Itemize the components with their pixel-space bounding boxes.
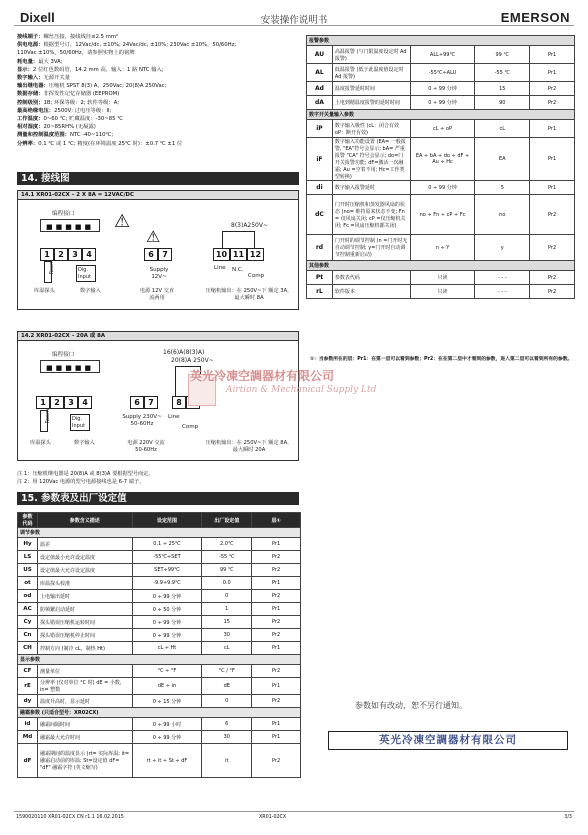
param-level: Pr1 (252, 577, 301, 590)
supply-label: Supply 12V~ (149, 267, 169, 280)
terminal-8b: 8 (172, 396, 186, 409)
spec-label: 测量和控制温度范围： (17, 132, 70, 139)
param-range: rt ÷ it ÷ St ÷ dF (132, 744, 202, 778)
room-label: Room (48, 260, 55, 275)
terminal-3b: 3 (64, 396, 78, 409)
table-row (18, 564, 301, 577)
param-code: dy (18, 695, 38, 708)
param-range: 0 ÷ 99 分钟 (132, 616, 202, 629)
table-row (307, 82, 575, 96)
table-row (18, 603, 301, 616)
param-level: Pr1 (530, 181, 575, 195)
programming-port-label-2: 编程接口 (52, 352, 75, 358)
line-label: Line (214, 265, 226, 271)
page-footer (14, 811, 574, 821)
param-code: AC (18, 603, 38, 616)
param-description: 控制方向 (制冷 cL，制热 Ht) (37, 642, 132, 655)
param-code: di (307, 181, 333, 195)
nc-label: N.C. (232, 267, 244, 273)
param-default: cL (202, 642, 252, 655)
param-default: 5 (475, 181, 530, 195)
spec-value: 0.1 ℃ 或 1 ℃; 精度(在环境温度 25℃ 时)：±0.7 ℃ ±1 位 (38, 140, 183, 147)
wiring-diagram-1-title: 14.1 XR01-02CX – 2 X 8A = 12VAC/DC (18, 191, 298, 200)
terminal-6b: 6 (130, 396, 144, 409)
room-label-2: Room (44, 409, 51, 424)
param-level: Pr2 (530, 271, 575, 285)
param-description: 温度升高时，显示延时 (37, 695, 132, 708)
param-level: Pr2 (252, 629, 301, 642)
spec-line (17, 33, 302, 41)
table-row (18, 678, 301, 695)
param-default: 90 (475, 96, 530, 110)
supply-label-2: Supply 230V~ 50-60Hz (122, 414, 162, 427)
change-notice: 参数如有改动，恕不另行通知。 (355, 701, 467, 710)
spec-value: 110Vac ±10%，50/60Hz，请参照实物上的铭牌 (17, 50, 135, 57)
table-row (18, 744, 301, 778)
param-level: Pr1 (530, 120, 575, 138)
terminal-1b: 1 (36, 396, 50, 409)
param-description: 设定值最小允许设定温度 (37, 551, 132, 564)
param-code: iP (307, 120, 333, 138)
caption-power-2: 电源 220V 交流 50-60Hz (127, 440, 165, 453)
param-default: no (475, 195, 530, 235)
spec-label: 最高绝缘电压： (17, 107, 55, 114)
param-level: Pr1 (252, 678, 301, 695)
group-label: 显示参数 (18, 655, 301, 665)
param-default: 99 ℃ (202, 564, 252, 577)
spec-value: 非挥发性记忆存储器 (EEPROM) (43, 91, 120, 98)
param-default: 15 (202, 616, 252, 629)
param-description: 库温探头校准 (37, 577, 132, 590)
dig-input-label: Dig. Input (76, 265, 96, 282)
param-range: 只读 (410, 271, 475, 285)
param-description: 数字输入功能设置 (EA= 一般报警, "EA"符号会显示; bA= 严重报警 "CA" 符号会显示; do=门开关报警功能; dF=激活一次融霜; Au =空着不用; Hc=工作类型转换) (332, 138, 410, 181)
param-range: n ÷ Y (410, 235, 475, 261)
emerson-logo: EMERSON (500, 10, 570, 25)
spec-label: 供电电源： (17, 42, 44, 49)
terminal-12: 12 (247, 248, 264, 261)
param-range: °C ÷ °F (132, 665, 202, 678)
programming-port-2: ■■■■■ (40, 360, 100, 373)
spec-line (17, 74, 302, 82)
line-label-2: Line (168, 414, 180, 420)
relay-contact (222, 231, 255, 248)
table-row (307, 46, 575, 64)
terminal-2b: 2 (50, 396, 64, 409)
param-range: 0 ÷ 99 小时 (132, 718, 202, 731)
param-default: dE (202, 678, 252, 695)
footer-model: XR01-02CX (259, 815, 287, 820)
caption-room-probe: 库温探头 (34, 288, 55, 294)
spec-value: 2500V; 过电压等级：II; (54, 107, 112, 114)
footer-doc-code: 1590020110 XR01-02CX CN r1.1 16.02.2015 (16, 815, 124, 820)
param-default: 30 (202, 629, 252, 642)
table-group-header (18, 528, 301, 538)
dixell-logo: Dixell (20, 10, 55, 25)
param-section-title: 15. 参数表及出厂设定值 (17, 492, 299, 505)
spec-value: NTC -40~110℃; (69, 132, 114, 139)
param-code: dF (18, 744, 38, 778)
level-footnote: ①：当参数所在的层：Pr1：在第一层可以看到参数；Pr2：在在第二层中才看到的参数，进入第二层可以看到所有的参数。 (310, 357, 573, 362)
warning-icon: ⚠ (114, 211, 131, 232)
param-code: CF (18, 665, 38, 678)
caption-digital-input-2: 数字输入 (74, 440, 95, 446)
group-label: 报警参数 (307, 36, 575, 46)
param-range: -9.9÷9.9℃ (132, 577, 202, 590)
param-default: -55 ℃ (202, 551, 252, 564)
footer-page-number: 3/3 (564, 815, 572, 820)
spec-value: 0~60 ℃; 贮藏温度：-30~85 ℃ (43, 116, 124, 123)
table-row (18, 731, 301, 744)
wiring-notes (17, 470, 302, 486)
param-description: 高温报警 (与门限温度设定时 Ad 报警) (332, 46, 410, 64)
param-code: AL (307, 64, 333, 82)
spec-line (17, 58, 302, 66)
param-description: 参数表代码 (332, 271, 410, 285)
param-level: Pr1 (252, 642, 301, 655)
warning-icon-2: ⚠ (146, 227, 161, 246)
terminal-1: 1 (40, 248, 54, 261)
param-code: ot (18, 577, 38, 590)
param-range: cL ÷ oP (410, 120, 475, 138)
param-code: Md (18, 731, 38, 744)
param-code: CH (18, 642, 38, 655)
table-group-header (18, 655, 301, 665)
param-description: 温差 (37, 538, 132, 551)
spec-line (17, 49, 302, 57)
param-default: 0.0 (202, 577, 252, 590)
spec-line (17, 123, 302, 131)
header-range: 设定范围 (132, 513, 202, 528)
comp-label: Comp (248, 273, 265, 279)
param-level: Pr1 (252, 603, 301, 616)
param-description: 融霜间隔时间 (37, 718, 132, 731)
spec-label: 数字输入： (17, 75, 44, 82)
param-default: -55 ℃ (475, 64, 530, 82)
param-level: Pr2 (252, 616, 301, 629)
terminal-11: 11 (230, 248, 247, 261)
param-range: 0.1 ÷ 25℃ (132, 538, 202, 551)
header-description: 参数含义描述 (37, 513, 132, 528)
param-level: Pr2 (252, 551, 301, 564)
table-row (307, 64, 575, 82)
table-group-header (307, 110, 575, 120)
param-description: 分辨率 (仅对单位 °C 时) dE = 小数, in= 整数 (37, 678, 132, 695)
spec-value: 最大 3VA; (38, 58, 63, 65)
param-description: 测量单位 (37, 665, 132, 678)
param-level: Pr2 (530, 285, 575, 299)
param-level: Pr1 (530, 46, 575, 64)
parameter-table (17, 512, 301, 778)
spec-value: 压缩机 SPST 8(3) A，250Vac; 20(8)A 250Vac; (48, 83, 167, 90)
wiring-diagram-1 (17, 190, 299, 310)
param-code: id (18, 718, 38, 731)
page-title: 安装操作说明书 (260, 15, 328, 26)
param-code: dA (307, 96, 333, 110)
param-range: SET÷99℃ (132, 564, 202, 577)
spec-line (17, 66, 302, 74)
page-header (14, 10, 574, 26)
spec-value: 1B; 环保等级：2; 软件等级：A; (43, 99, 120, 106)
param-range: dE ÷ in (132, 678, 202, 695)
table-group-header (18, 708, 301, 718)
param-description: 融霜期间的温度显示 (rt= 实际库温; it= 融霜启动前的库温; St=设定值 dF= "dF" 融霜字符 (英文缩写) (37, 744, 132, 778)
technical-specs (17, 33, 302, 148)
param-level: Pr1 (252, 718, 301, 731)
param-range: EA ÷ bA ÷ do ÷ dF ÷ Au ÷ Hc (410, 138, 475, 181)
spec-label: 数据存储： (17, 91, 44, 98)
param-range: 0 ÷ 99 分钟 (410, 82, 475, 96)
param-range: cL ÷ Ht (132, 642, 202, 655)
watermark-en: Airtion & Mechanical Supply Ltd (226, 385, 377, 395)
wiring-note-1: 注 1：压缩机继电器是 20(8)A 或 8(3)A 要根据型号而定。 (17, 471, 154, 477)
param-level: Pr2 (252, 744, 301, 778)
param-code: iF (307, 138, 333, 181)
relay-rating-b: 20(8)A 250V~ (171, 357, 214, 364)
wiring-section-title: 14. 接线图 (17, 172, 299, 185)
param-default: cL (475, 120, 530, 138)
param-range: 0 ÷ 15 分钟 (132, 695, 202, 708)
comp-label-2: Comp (182, 424, 199, 430)
table-row (18, 616, 301, 629)
param-default: 99 ℃ (475, 46, 530, 64)
terminal-6: 6 (144, 248, 158, 261)
caption-compressor-output: 压缩机输出：在 250V~下 额定 3A，最大瞬时 8A (205, 288, 293, 301)
table-row (18, 538, 301, 551)
param-range: 0 ÷ 99 分钟 (410, 96, 475, 110)
param-default: °C / °F (202, 665, 252, 678)
caption-digital-input: 数字输入 (80, 288, 101, 294)
table-row (18, 695, 301, 708)
param-default: 0 (202, 590, 252, 603)
table-row (18, 590, 301, 603)
table-group-header (307, 261, 575, 271)
spec-label: 分辨率： (17, 140, 39, 147)
param-level: Pr2 (252, 665, 301, 678)
watermark-cn: 英光冷凍空調器材有限公司 (190, 369, 335, 383)
terminal-7: 7 (158, 248, 172, 261)
relay-rating-a: 16(6)A(8(3)A) (163, 349, 205, 356)
param-description: 门开时压缩机和蒸发器风扇的状态 (no= 维持原来状态不变; Fn = 仅风扇关闭; cP =仅压缩机关闭; Fc =风扇压缩机都关闭) (332, 195, 410, 235)
table-row (18, 642, 301, 655)
terminal-2: 2 (54, 248, 68, 261)
param-default: - - - (475, 271, 530, 285)
param-default: EA (475, 138, 530, 181)
param-default: 2.0℃ (202, 538, 252, 551)
company-stamp: 英光冷凍空調器材有限公司 (328, 731, 568, 750)
spec-label: 工作温度： (17, 116, 44, 123)
param-default: y (475, 235, 530, 261)
param-level: Pr2 (252, 695, 301, 708)
param-description: 防频繁启动延时 (37, 603, 132, 616)
spec-value: 2 位红色数码管，14.2 mm 高，输入：1 路 NTC 输入; (32, 66, 164, 73)
caption-room-probe-2: 库温探头 (30, 440, 51, 446)
table-row (18, 629, 301, 642)
param-level: Pr2 (530, 96, 575, 110)
param-default: 1 (202, 603, 252, 616)
table-row (307, 181, 575, 195)
spec-line (17, 131, 302, 139)
param-range: 0 ÷ 99 分钟 (132, 731, 202, 744)
param-level: Pr2 (530, 82, 575, 96)
param-level: Pr1 (252, 731, 301, 744)
group-label: 融霜参数 (只适合型号：XR02CX) (18, 708, 301, 718)
terminal-4: 4 (82, 248, 96, 261)
spec-line (17, 90, 302, 98)
param-description: 融霜最大允许时间 (37, 731, 132, 744)
caption-power: 电源 12V 交直流两用 (139, 288, 175, 301)
param-code: Pt (307, 271, 333, 285)
param-default: 30 (202, 731, 252, 744)
spec-line (17, 140, 302, 148)
table-row (307, 235, 575, 261)
table-row (307, 195, 575, 235)
param-code: rE (18, 678, 38, 695)
terminal-4b: 4 (78, 396, 92, 409)
group-label: 其他参数 (307, 261, 575, 271)
table-row (307, 96, 575, 110)
header-level: 层① (252, 513, 301, 528)
param-description: 设定值最大允许设定温度 (37, 564, 132, 577)
relay-rating: 8(3)A250V~ (231, 222, 269, 229)
caption-compressor-output-2: 压缩机输出：在 250V~下 额定 8A，最大瞬时 20A (205, 440, 293, 453)
param-description: 上电到精温度报警的延时时间 (332, 96, 410, 110)
wiring-diagram-2-title: 14.2 XR01-02CX – 20A 或 8A (18, 332, 298, 341)
param-level: Pr2 (530, 235, 575, 261)
param-description: 低温报警 (低于此温度值设定时 Ad 报警) (332, 64, 410, 82)
wiring-note-2: 注 2：用 120Vac 电源的型号电源接线也是 6-7 端子。 (17, 479, 145, 485)
param-level: Pr2 (252, 590, 301, 603)
table-row (18, 665, 301, 678)
table-row (18, 577, 301, 590)
spec-label: 输出继电器： (17, 83, 49, 90)
param-default: it (202, 744, 252, 778)
param-code: Cn (18, 629, 38, 642)
terminal-7b: 7 (144, 396, 158, 409)
param-default: 15 (475, 82, 530, 96)
param-description: 软件版本 (332, 285, 410, 299)
param-range: 0 ÷ 99 分钟 (410, 181, 475, 195)
param-default: 0 (202, 695, 252, 708)
spec-value: 无源开关量 (43, 75, 70, 82)
spec-label: 接线端子： (17, 34, 44, 40)
param-code: rd (307, 235, 333, 261)
spec-value: 螺丝压接，接线线径≤2.5 mm² (43, 34, 119, 40)
param-level: Pr1 (530, 64, 575, 82)
param-range: ALL÷99℃ (410, 46, 475, 64)
param-code: Hy (18, 538, 38, 551)
param-range: 只读 (410, 285, 475, 299)
programming-port-label: 编程接口 (52, 211, 75, 217)
param-level: Pr2 (530, 195, 575, 235)
spec-line (17, 107, 302, 115)
group-label: 调节参数 (18, 528, 301, 538)
spec-line (17, 115, 302, 123)
table-group-header (307, 36, 575, 46)
table-row (307, 138, 575, 181)
spec-line (17, 82, 302, 90)
param-description: 探头错误压缩机停止时间 (37, 629, 132, 642)
header-default: 出厂设定值 (202, 513, 252, 528)
param-code: Cy (18, 616, 38, 629)
spec-line (17, 41, 302, 49)
param-description: 数字输入极性 (cL：闭合有效 oP：断开有效) (332, 120, 410, 138)
table-row (307, 120, 575, 138)
param-range: -55℃÷ALU (410, 64, 475, 82)
spec-label: 显示： (17, 66, 33, 73)
param-description: 数字输入报警延时 (332, 181, 410, 195)
table-row (18, 551, 301, 564)
param-description: 上电输出延时 (37, 590, 132, 603)
param-level: Pr1 (252, 538, 301, 551)
param-code: rL (307, 285, 333, 299)
param-code: LS (18, 551, 38, 564)
param-default: - - - (475, 285, 530, 299)
terminal-3: 3 (68, 248, 82, 261)
param-code: US (18, 564, 38, 577)
spec-label: 相对湿度： (17, 124, 44, 131)
param-level: Pr2 (252, 564, 301, 577)
spec-line (17, 99, 302, 107)
wiring-diagram-2 (17, 331, 299, 461)
table-row (307, 285, 575, 299)
param-code: od (18, 590, 38, 603)
param-description: 门开时的调节控制 (n =门开时无自动调节控制; y=门开时自动调节控制重新启动) (332, 235, 410, 261)
spec-value: 20~85RH% (无凝露) (43, 124, 96, 131)
spec-label: 耗电量： (17, 58, 39, 65)
param-level: Pr1 (530, 138, 575, 181)
table-row (307, 271, 575, 285)
param-description: 温度报警延时时间 (332, 82, 410, 96)
param-range: 0 ÷ 99 分钟 (132, 629, 202, 642)
terminal-10: 10 (213, 248, 230, 261)
dig-input-label-2: Dig. Input (70, 414, 90, 431)
spec-label: 控制级别： (17, 99, 44, 106)
param-range: no ÷ Fn ÷ cP ÷ Fc (410, 195, 475, 235)
table-row (18, 718, 301, 731)
param-default: 6 (202, 718, 252, 731)
group-label: 数字开关量输入参数 (307, 110, 575, 120)
spec-value: 根据型号订，12Vac/dc, ±10%; 24Vac/dc, ±10%; 230Vac ±10%，50/60Hz; (43, 42, 237, 49)
param-code: AU (307, 46, 333, 64)
parameter-table-continued (306, 35, 575, 299)
programming-port: ■■■■■ (40, 219, 100, 232)
param-range: 0 ÷ 99 分钟 (132, 590, 202, 603)
param-range: -55℃÷SET (132, 551, 202, 564)
param-code: Ad (307, 82, 333, 96)
param-code: dC (307, 195, 333, 235)
header-code: 参数代码 (18, 513, 38, 528)
param-range: 0 ÷ 50 分钟 (132, 603, 202, 616)
param-description: 探头错误压缩机运转时间 (37, 616, 132, 629)
